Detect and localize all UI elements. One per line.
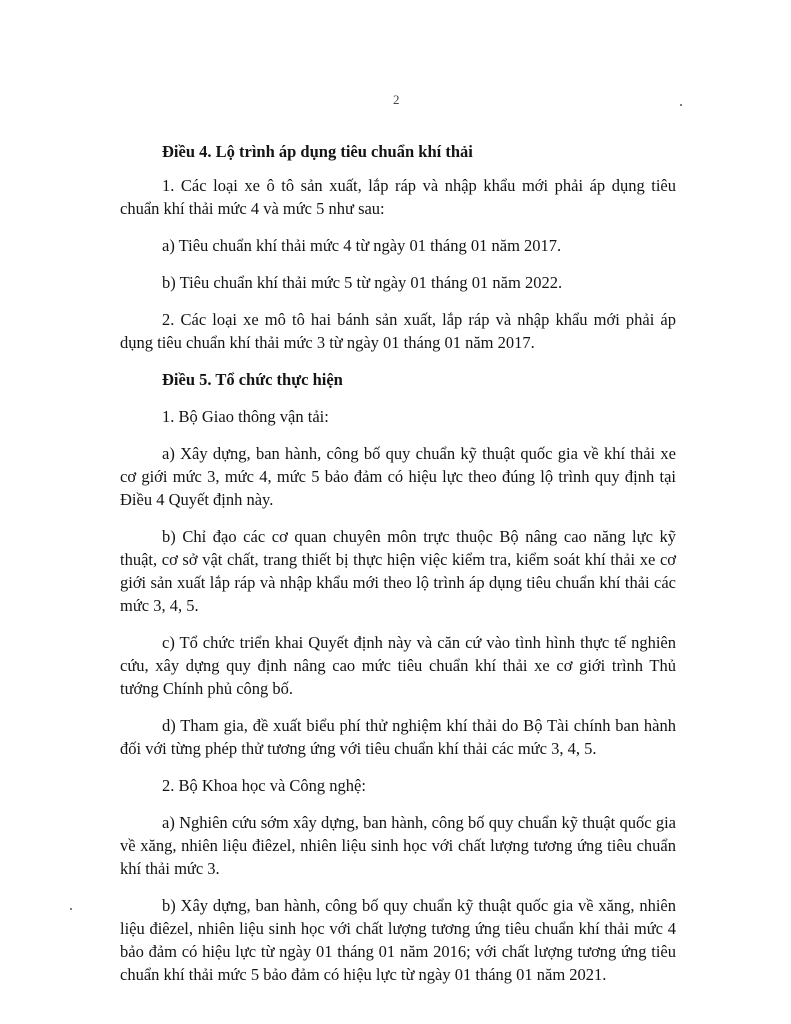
article-5-clause-1c: c) Tổ chức triển khai Quyết định này và căn cứ vào tình hình thực tế nghiên cứu, xây dựng quy định nâng cao mức tiêu chuẩn khí thải xe cơ giới trình Thủ tướng Chính phủ công bố. xyxy=(120,633,676,698)
article-5-clause-2b: b) Xây dựng, ban hành, công bố quy chuẩn kỹ thuật quốc gia về xăng, nhiên liệu điêzel, nhiên liệu sinh học với chất lượng tương ứng tiêu chuẩn khí thải mức 4 bảo đảm có hiệu lực từ ngày 01 tháng 01 năm 2016; với chất lượng tương ứng tiêu chuẩn khí thải mức 5 bảo đảm có hiệu lực từ ngày 01 tháng 01 năm 2021. xyxy=(120,896,676,984)
article-5-clause-1b: b) Chỉ đạo các cơ quan chuyên môn trực thuộc Bộ nâng cao năng lực kỹ thuật, cơ sở vật chất, trang thiết bị thực hiện việc kiểm tra, kiểm soát khí thải xe cơ giới sản xuất lắp ráp và nhập khẩu mới theo lộ trình áp dụng tiêu chuẩn khí thải các mức 3, 4, 5. xyxy=(120,527,676,615)
article-4-clause-2: 2. Các loại xe mô tô hai bánh sản xuất, lắp ráp và nhập khẩu mới phải áp dụng tiêu chuẩn khí thải mức 3 từ ngày 01 tháng 01 năm 2017. xyxy=(120,310,676,352)
article-5-clause-2a: a) Nghiên cứu sớm xây dựng, ban hành, công bố quy chuẩn kỹ thuật quốc gia về xăng, nhiên liệu điêzel, nhiên liệu sinh học với chất lượng tương ứng tiêu chuẩn khí thải mức 3. xyxy=(120,813,676,878)
article-5-clause-1: 1. Bộ Giao thông vận tải: xyxy=(162,407,329,426)
document-body xyxy=(120,140,676,986)
article-5-clause-2: 2. Bộ Khoa học và Công nghệ: xyxy=(162,776,366,795)
article-4-heading: Điều 4. Lộ trình áp dụng tiêu chuẩn khí thải xyxy=(162,142,473,161)
scan-speck xyxy=(680,104,682,106)
page-number: 2 xyxy=(393,92,400,107)
scan-speck xyxy=(70,908,72,910)
article-5-clause-1d: d) Tham gia, đề xuất biểu phí thử nghiệm khí thải do Bộ Tài chính ban hành đối với từng phép thử tương ứng với tiêu chuẩn khí thải các mức 3, 4, 5. xyxy=(120,716,676,758)
article-5-heading: Điều 5. Tổ chức thực hiện xyxy=(162,370,343,389)
article-4-clause-1: 1. Các loại xe ô tô sản xuất, lắp ráp và nhập khẩu mới phải áp dụng tiêu chuẩn khí thải mức 4 và mức 5 như sau: xyxy=(120,176,676,218)
article-5-clause-1a: a) Xây dựng, ban hành, công bố quy chuẩn kỹ thuật quốc gia về khí thải xe cơ giới mức 3, mức 4, mức 5 bảo đảm có hiệu lực theo đúng lộ trình quy định tại Điều 4 Quyết định này. xyxy=(120,444,676,509)
article-4-clause-1b: b) Tiêu chuẩn khí thải mức 5 từ ngày 01 tháng 01 năm 2022. xyxy=(162,273,563,292)
article-4-clause-1a: a) Tiêu chuẩn khí thải mức 4 từ ngày 01 tháng 01 năm 2017. xyxy=(162,236,562,255)
